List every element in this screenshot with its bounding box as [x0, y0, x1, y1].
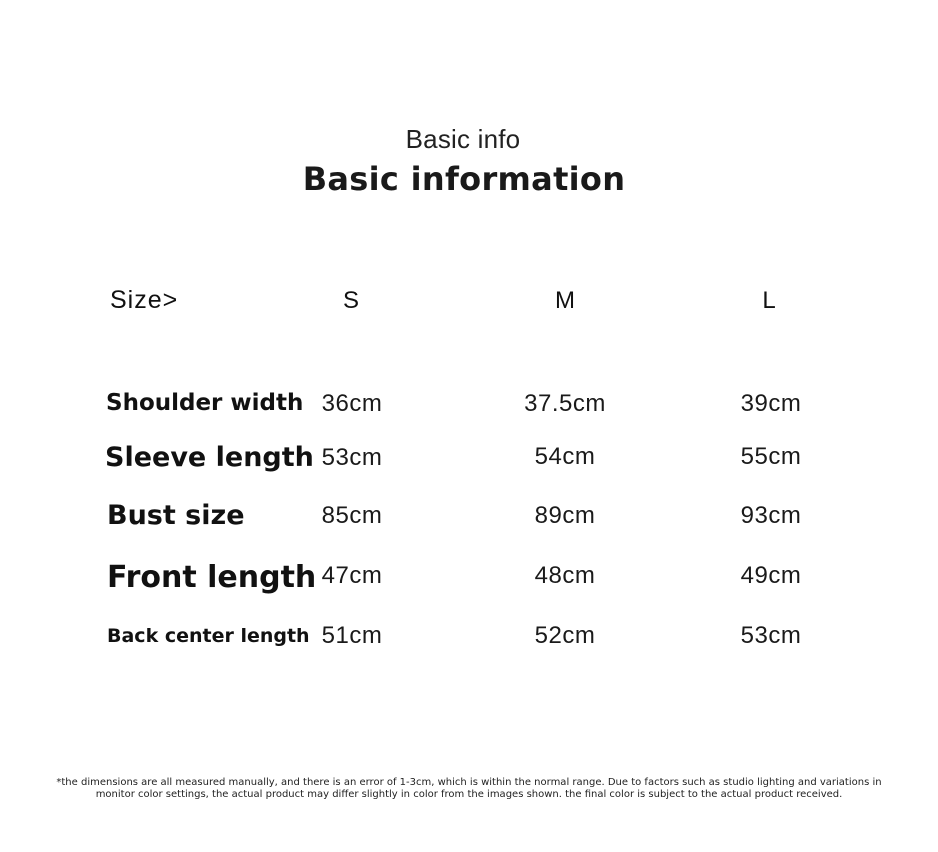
value-sleeve-length-l: 55cm: [740, 443, 802, 470]
row-label-bust-size: Bust size: [107, 500, 245, 531]
value-bust-size-m: 89cm: [534, 502, 596, 529]
row-label-shoulder-width: Shoulder width: [106, 390, 304, 416]
value-sleeve-length-m: 54cm: [534, 443, 596, 470]
value-shoulder-width-m: 37.5cm: [524, 390, 606, 417]
value-bust-size-s: 85cm: [321, 502, 383, 529]
page-subtitle: Basic info: [405, 124, 521, 154]
value-bust-size-l: 93cm: [740, 502, 802, 529]
value-back-center-length-m: 52cm: [534, 622, 596, 649]
size-column-l: L: [762, 287, 776, 314]
row-label-front-length: Front length: [107, 560, 317, 595]
value-shoulder-width-s: 36cm: [321, 390, 383, 417]
value-shoulder-width-l: 39cm: [740, 390, 802, 417]
page-title: Basic information: [302, 160, 626, 198]
row-label-back-center-length: Back center length: [107, 625, 310, 647]
row-label-sleeve-length: Sleeve length: [105, 442, 314, 473]
disclaimer-footnote: [10, 777, 928, 801]
footnote-line-2: monitor color settings, the actual product may differ slightly in color from the images shown. the final color is subject to the actual product received.: [95, 789, 843, 800]
value-back-center-length-s: 51cm: [321, 622, 383, 649]
footnote-line-1: *the dimensions are all measured manually, and there is an error of 1-3cm, which is within the normal range. Due to factors such as studio lighting and variations in: [56, 777, 882, 788]
size-column-m: M: [555, 287, 575, 314]
value-front-length-l: 49cm: [740, 562, 802, 589]
value-front-length-m: 48cm: [534, 562, 596, 589]
size-header-label: Size>: [110, 286, 179, 314]
value-front-length-s: 47cm: [321, 562, 383, 589]
size-column-s: S: [342, 287, 359, 314]
value-back-center-length-l: 53cm: [740, 622, 802, 649]
value-sleeve-length-s: 53cm: [321, 444, 383, 471]
